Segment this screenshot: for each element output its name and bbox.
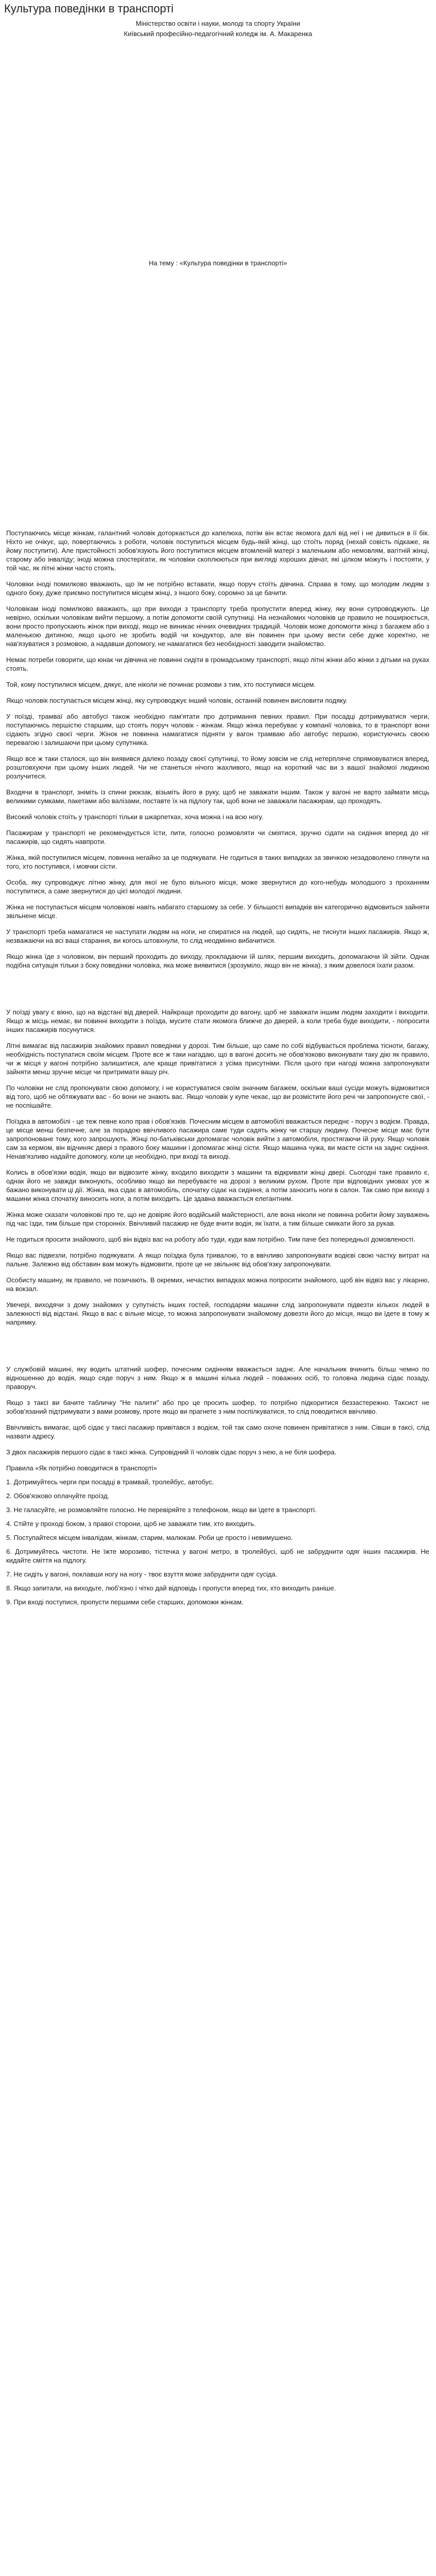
paragraph: Чоловікам іноді помилково вважають, що при виходи з транспорту треба пропустити вперед жінку, яку вони супроводжують. Це невірно, оскільки чоловікам вийти першому, а потім допомогти своїй супутниці. На незнайомих чоловіків це правило не поширюється, вони просто пропускають жінок при виході, якщо не виникає нічних очевидних традицій. Чоловік може допомогти жінці з багажем або з маленькою дитиною, якщо цього не зробить водій чи кондуктор, але він повинен при цьому вести себе дуже коректно, не нав'язуватися з розмовою, а надавши допомогу, не намагатися без необхідності заводити знайомство. bbox=[6, 605, 429, 648]
ministry-line: Міністерство освіти і науки, молоді та спорту України bbox=[135, 20, 301, 27]
paragraph: У службовій машині, яку водить штатний шофер, почесним сидінням вважається заднє. Але начальник вчинить більш чемно по відношенню до водія, якщо сяде поруч з ним. Якщо ж в машині кілька людей - поважних осіб, то головна людина сідає позаду, праворуч. bbox=[6, 1365, 429, 1391]
rules-section bbox=[6, 1464, 429, 1606]
paragraph: Якщо з таксі ви бачите табличку "Не палити" або про це просить шофер, то потрібно підкоритися беззастережно. Таксист не зобов'язаний підтримувати з вами розмову, проте якщо ви прагнете з ним поспілкуватися, то слід поводитися ввічливо. bbox=[6, 1399, 429, 1415]
paragraph: Жінка не поступається місцем чоловікові навіть набагато старшому за себе. У більшості випадків він категорично відмовиться зайняти звільнене місце. bbox=[6, 903, 429, 920]
rule-item: 3. Не галасуйте, не розмовляйте голосно. Не перевіряйте з телефоном, якщо ви їдете в транспорті. bbox=[6, 1506, 317, 1514]
rule-item: 8. Якщо запитали, на виходьте, люб'язно і чітко дай відповідь і пропусти вперед тих, хто виходить раніше. bbox=[6, 1584, 336, 1592]
page-title: Культура поведінки в транспорті bbox=[4, 2, 174, 15]
paragraph: Поступаючись місце жінкам, галантний чоловік доторкається до капелюха, потім він встає якомога далі від неї і не дивиться в її бік. Ніхто не очікує, що, повертаючись з роботи, чоловік поступиться місцем будь-якій жінці, що стоїть поряд (нехай совість підкаже, як йому поступити). Але пристойності зобов'язують його поступитися місцем втомленій матері з маленьким або немовлям, вагітній жінці, старому або інваліду; іноді можна спостерігати, як чоловіки скоплюються при вигляді хороших дівчат, які цілком можуть і постояти, у той час, як літні жінки часто стоять. bbox=[6, 529, 429, 572]
paragraph: Ввічливість вимагає, щоб сідає у таксі пасажир привітався з водієм, той так само охоче повинен привітатися з ним. Сівши в таксі, слід назвати адресу. bbox=[6, 1423, 429, 1440]
paragraph: Той, кому поступилися місцем, дякує, але ніколи не починає розмови з тим, хто поступився місцем. bbox=[6, 681, 316, 688]
rule-item: 5. Поступайтеся місцем інвалідам, жінкам, старим, малюкам. Роби це просто і невимушено. bbox=[6, 1534, 293, 1541]
rule-item: 7. Не сидіть у вагоні, поклавши ногу на ногу - твоє взуття може забруднити одяг сусіда. bbox=[6, 1570, 277, 1578]
rule-item: 1. Дотримуйтесь черги при посадці в трамвай, тролейбус, автобус. bbox=[6, 1478, 214, 1486]
paragraph: Пасажирам у транспорті не рекомендується їсти, пити, голосно розмовляти чи сміятися, зручно сідати на сидіння вперед до ніг пасажирів, що сидять навпроти. bbox=[6, 829, 429, 845]
rule-item: 6. Дотримуйтесь чистоти. Не їжте морозиво, тістечка у вагоні метро, в тролейбусі, щоб не забруднити одяг інших пасажирів. Не кидайте сміття на підлогу. bbox=[6, 1548, 429, 1564]
paragraph: Якщо вас підвезли, потрібно подякувати. А якщо поїздка була тривалою, то в ввічливо запропонувати водієві свою частку витрат на пальне. Залежно від обставин вам можуть відмовити, проте це не звільняє від обов'язку запропонувати. bbox=[6, 1251, 429, 1268]
rule-item: 2. Обов'язково оплачуйте проїзд. bbox=[6, 1492, 110, 1500]
paragraph: Якщо жінка їде з чоловіком, він перший проходить до виходу, прокладаючи їй шлях, першим виходить, допомагаючи їй зійти. Однак подібна ситуація тільки з боку поведінки чоловіка, яка може виявитися (зрозуміло, якщо він не жінка), з яким довелося їхати разом. bbox=[6, 953, 429, 969]
paragraph: У поїзді увагу є вікно, що на відстані від дверей. Найкраще проходити до вагону, щоб не заважати іншим людям заходити і виходити. Якщо ж місць немає, ви повинні виходити з поїзда, мусите стати якомога ближче до дверей, а коли треба буде виходити, - попросити інших пасажирів посунутися. bbox=[6, 1008, 429, 1033]
paragraph: З двох пасажирів першого сідає в таксі жінка. Супровідний її чоловік сідає поруч з нею, а не біля шофера. bbox=[6, 1448, 337, 1456]
subject-line: На тему : «Культура поведінки в транспорті» bbox=[149, 259, 287, 267]
paragraph: Входячи в транспорт, зніміть із спини рюкзак, візьміть його в руку, щоб не заважати іншим. Також у вагоні не варто займати місць великими сумками, пакетами або валізами, поставте їх на підлогу так, щоб вони не заважали пасажирам, що проходять. bbox=[6, 788, 429, 805]
section-gap bbox=[6, 1334, 429, 1365]
section-part3 bbox=[6, 1365, 429, 1456]
paragraph: Чоловіки іноді помилково вважають, що їм не потрібно вставати, якщо поруч стоїть дівчина. Справа в тому, що молодим людям з одного боку, дуже приємно поступитися місцем жінці, з іншого боку, соромно за це бачити. bbox=[6, 580, 429, 597]
paragraph: Особа, яку супроводжує літню жінку, для якої не було вільного місця, може звернутися до кого-небудь молодшого з проханням поступитися, а саме звернутися до цієї молодої людини. bbox=[6, 878, 429, 895]
paragraph: По чоловіки не слід пропонувати свою допомогу, і не користуватися своїм значним багажем, оскільки ваші сусіди можуть відмовитися від того, щоб не обтяжувати вас - бо вони не знають вас. Якщо чоловік у купе чекає, що ви розмістите його речі чи запропонуєте свої, - не поспішайте. bbox=[6, 1084, 429, 1109]
rules-title: Правила «Як потрібно поводитися в транспорті» bbox=[6, 1464, 157, 1472]
paragraph: Немає потреби говорити, що юнак чи дівчина не повинні сидіти в громадському транспорті, якщо літні жінки або жінки з дітьми на руках стоять. bbox=[6, 656, 429, 672]
paragraph: У поїзді, трамваї або автобусі також необхідно пам'ятати про дотримання певних правил. При посадці дотримуватися черги, поступаючись першістю старшим, що стоять поруч чоловік - жінкам. Якщо жінка перебуває у компанії чоловіка, то в транспорт вони сідають згідно своєї черги. Жінок не повинна намагатися підняти у вагон трамваю або автобус першою, користуючись своєю перевагою і залишаючи при цьому супутника. bbox=[6, 713, 429, 747]
paragraph: Жінка, якій поступилися місцем, повинна негайно за це подякувати. Не годиться в таких випадках за звичкою незадоволено глянути на того, хто поступився, і мовчки сісти. bbox=[6, 854, 429, 870]
paragraph: Поїздка в автомобілі - це теж певне коло прав і обов'язків. Почесним місцем в автомобілі вважається переднє - поруч з водієм. Правда, це місце менш безпечне, але за порадою ввічливого пасажира саме туди садять жінку чи старшу людину. Почесне місце має бути запропоноване тому, кого запрошують. Жінці по-батьківськи допомагає чоловік вийти з автомобіля, простягаючи їй руку. Якщо чоловік сам за кермом, він відчиняє двері з правого боку машини і допомагає жінці сісти. Якщо машина чужа, ви маєте сісти на заднє сидіння. Ненав'язливо надайте допомогу, коли це необхідно, при вході та виході. bbox=[6, 1117, 429, 1160]
rule-item: 9. При вході поступися, пропусти першими себе старших, допоможи жінкам. bbox=[6, 1598, 243, 1606]
section-gap bbox=[6, 977, 429, 1008]
paragraph: Якщо чоловік поступається місцем жінці, яку супроводжує інший чоловік, останній повинен висловити подяку. bbox=[6, 697, 347, 704]
section-part2 bbox=[6, 1008, 429, 1327]
college-line: Київський професійно-педагогічний коледж ім. А. Макаренка bbox=[124, 30, 312, 38]
paragraph: Літні вимагає від пасажирів знайомих правил поведінки у дорозі. Тим більше, що саме по собі відбувається проблема тісноти, багажу, необхідність поступатися своїм місцем. Проте все ж таки нагадаю, що в вагоні досить не обов'язково виконувати таку дію як правило, чи ж місця у вагоні потрібно залишитися, але краще привітатися з усіма присутніми. Після цього при нагоді можна запропонувати зайняти менш зручне місце чи притримати вашу річ. bbox=[6, 1042, 429, 1076]
section-part1 bbox=[6, 529, 429, 970]
paragraph: Жінка може сказати чоловікові про те, що не довіряє його водійській майстерності, але вона ніколи не повинна робити йому зауважень під час їзди, тим більше при сторонніх. Ввічливий пасажир не буде вчити водія, як їхати, а тим більше смикати його за рукав. bbox=[6, 1211, 429, 1227]
paragraph: Не годиться просити знайомого, щоб він відвіз вас на роботу або туди, куди вам потрібно. Тим паче без попередньої домовленості. bbox=[6, 1235, 415, 1243]
paragraph: Колись в обов'язки водія, якщо ви відвозите жінку, входило виходити з машини та відкривати жінці двері. Сьогодні таке правило є, однак його не завжди виконують, особливо якщо ви перебуваєте на дорозі з великим рухом. Проте при відповідних умовах усе ж бажано виконувати ці дії. Жінка, яка сідає в автомобіль, спочатку сідає на сидіння, а потім заносить ноги в салон. Так само при виході з машини жінка спочатку виносить ноги, а потім виходить. Це здавна вважається елегантним. bbox=[6, 1168, 429, 1202]
paragraph: Якщо все ж таки сталося, що він виявився далеко позаду своєї супутниці, то йому зовсім не слід нетерпляче спрямовуватися вперед, розштовхуючи при цьому інших людей. Чи не станеться нічого жахливого, якщо на короткий час ви з вашої знайомої людиною розлучитеся. bbox=[6, 755, 429, 780]
rule-item: 4. Стійте у проході боком, з правої сторони, щоб не заважати тим, хто виходить. bbox=[6, 1520, 256, 1528]
paragraph: Високий чоловік стоїть у транспорті тільки в шкарпетках, хоча можна і на всю ногу. bbox=[6, 813, 264, 821]
paragraph: Особисту машину, як правило, не позичають. В окремих, нечастих випадках можна попросити знайомого, щоб він відвіз вас у лікарню, на вокзал. bbox=[6, 1276, 429, 1293]
paragraph: Увечері, виходячи з дому знайомих у супутність інших гостей, господарям машини слід запропонувати підвезти кількох людей в залежності від відстані. Якщо в вас є вільне місце, то можна запропонувати знайомому довезти його до місця, якщо ви їдете в тому ж напрямку. bbox=[6, 1301, 429, 1326]
document-body bbox=[6, 529, 429, 1612]
paragraph: У транспорті треба намагатися не наступати людям на ноги, не спиратися на людей, що сидять, не тиснути інших пасажирів. Якщо ж, незважаючи на всі ваші старання, ви когось штовхнули, то слід неодмінно вибачитися. bbox=[6, 928, 429, 944]
